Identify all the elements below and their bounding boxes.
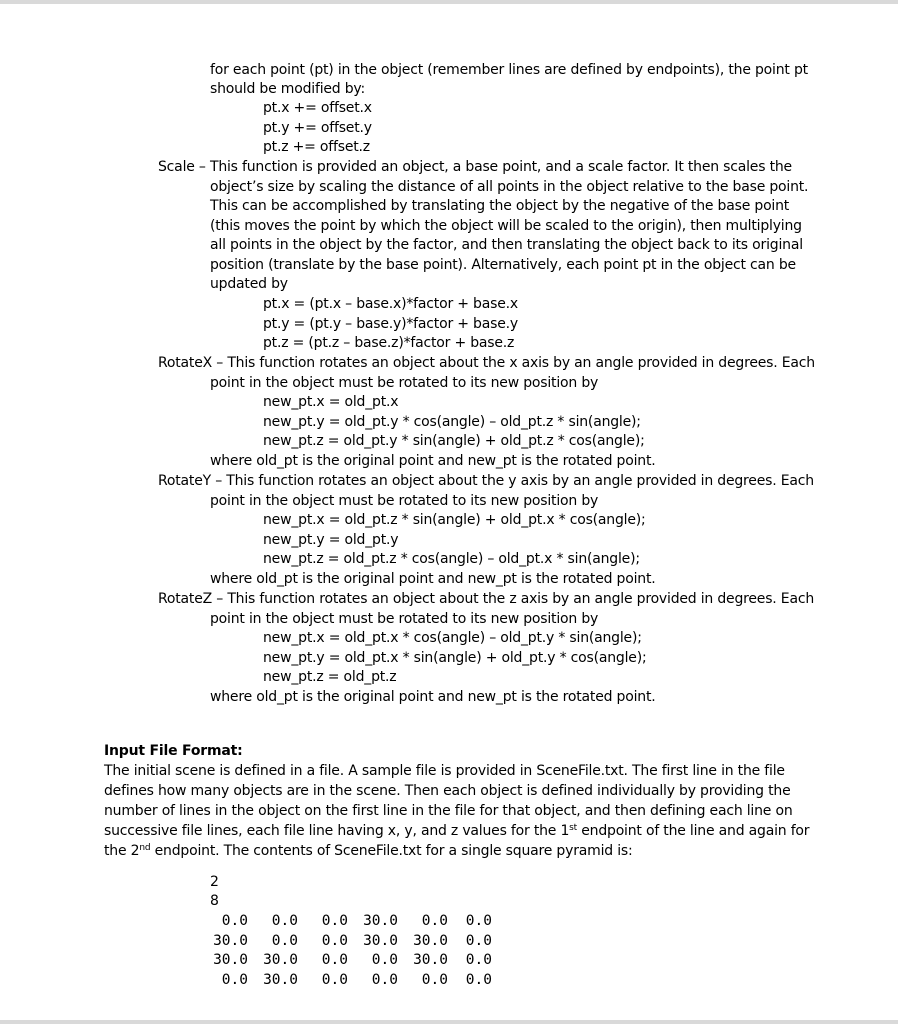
rotatey-description-line: point in the object must be rotated to its new position by xyxy=(210,493,599,509)
code-line: new_pt.y = old_pt.y xyxy=(263,532,399,548)
code-line: pt.z = (pt.z – base.z)*factor + base.z xyxy=(263,335,515,351)
code-line: pt.y = (pt.y – base.y)*factor + base.y xyxy=(263,316,518,332)
rotatez-description-line: point in the object must be rotated to its new position by xyxy=(210,611,599,627)
scene-value: 30.0 xyxy=(263,952,298,969)
scene-value: 0.0 xyxy=(321,972,348,989)
superscript: st xyxy=(569,823,577,833)
scene-value: 0.0 xyxy=(371,972,398,989)
scale-description-lead: Scale – This function is provided an object, a base point, and a scale factor. It then scales the xyxy=(158,159,792,175)
paragraph-line: number of lines in the object on the first line in the file for that object, and then defining each line on xyxy=(104,803,793,819)
paragraph-line xyxy=(104,822,809,841)
code-line: pt.x += offset.x xyxy=(263,100,372,116)
scale-description-line: This can be accomplished by translating the object by the negative of the base point xyxy=(210,198,790,214)
scene-value: 0.0 xyxy=(465,932,492,949)
superscript: nd xyxy=(139,843,151,853)
rotatez-description-lead: RotateZ – This function rotates an object about the z axis by an angle provided in degrees. Each xyxy=(158,591,815,607)
scene-value: 0.0 xyxy=(321,913,348,929)
scene-value: 0.0 xyxy=(221,913,248,929)
code-line: new_pt.z = old_pt.y * sin(angle) + old_pt.z * cos(angle); xyxy=(263,433,645,449)
code-line: new_pt.y = old_pt.y * cos(angle) – old_pt.z * sin(angle); xyxy=(263,414,641,430)
paragraph-line xyxy=(104,842,633,861)
top-border xyxy=(0,0,898,4)
translate-intro-line: for each point (pt) in the object (remember lines are defined by endpoints), the point pt xyxy=(210,62,808,78)
paragraph-line: defines how many objects are in the scene. Then each object is defined individually by providing the xyxy=(104,783,791,799)
scene-value: 30.0 xyxy=(363,932,398,949)
code-line: new_pt.y = old_pt.x * sin(angle) + old_pt.y * cos(angle); xyxy=(263,650,647,666)
scene-value: 30.0 xyxy=(413,952,448,969)
code-line: new_pt.z = old_pt.z * cos(angle) – old_pt.x * sin(angle); xyxy=(263,551,640,567)
scene-value: 0.0 xyxy=(271,932,298,949)
code-line: pt.z += offset.z xyxy=(263,139,370,155)
scene-value: 0.0 xyxy=(465,972,492,989)
scene-value: 0.0 xyxy=(271,913,298,929)
scene-value: 30.0 xyxy=(213,952,248,969)
code-line: new_pt.x = old_pt.z * sin(angle) + old_pt.x * cos(angle); xyxy=(263,512,646,528)
rotatex-where-line: where old_pt is the original point and new_pt is the rotated point. xyxy=(210,453,656,469)
rotatez-where-line: where old_pt is the original point and new_pt is the rotated point. xyxy=(210,689,656,705)
code-line: pt.x = (pt.x – base.x)*factor + base.x xyxy=(263,296,518,312)
text-segment: endpoint of the line and again for xyxy=(576,823,810,839)
rotatex-description-line: point in the object must be rotated to its new position by xyxy=(210,375,599,391)
code-line: pt.y += offset.y xyxy=(263,120,372,136)
code-line: new_pt.x = old_pt.x xyxy=(263,394,399,410)
scene-file-table xyxy=(206,912,492,991)
scene-value: 30.0 xyxy=(413,932,448,949)
text-segment: the 2 xyxy=(104,843,140,859)
paragraph-line: The initial scene is defined in a file. A sample file is provided in SceneFile.txt. The first line in the file xyxy=(104,763,785,779)
scene-row xyxy=(206,932,492,952)
scene-value: 0.0 xyxy=(221,972,248,989)
rotatex-description-lead: RotateX – This function rotates an object about the x axis by an angle provided in degrees. Each xyxy=(158,355,815,371)
scale-description-line: (this moves the point by which the object will be scaled to the origin), then multiplying xyxy=(210,218,802,234)
translate-intro-line: should be modified by: xyxy=(210,81,366,97)
bottom-border xyxy=(0,1020,898,1024)
scale-description-line: position (translate by the base point). Alternatively, each point pt in the object can be xyxy=(210,257,796,273)
text-segment: endpoint. The contents of SceneFile.txt for a single square pyramid is: xyxy=(150,843,633,859)
line-count: 8 xyxy=(210,893,219,909)
section-heading: Input File Format: xyxy=(104,743,243,759)
scale-description-line: object’s size by scaling the distance of all points in the object relative to the base point. xyxy=(210,179,809,195)
text-segment: successive file lines, each file line having x, y, and z values for the 1 xyxy=(104,823,570,839)
scene-value: 30.0 xyxy=(363,913,398,929)
code-line: new_pt.z = old_pt.z xyxy=(263,669,397,685)
scene-value: 0.0 xyxy=(371,952,398,969)
scene-value: 0.0 xyxy=(421,972,448,989)
scene-value: 30.0 xyxy=(213,932,248,949)
scale-description-line: updated by xyxy=(210,276,288,292)
scene-value: 0.0 xyxy=(465,913,492,929)
scene-value: 0.0 xyxy=(321,932,348,949)
scene-value: 0.0 xyxy=(321,952,348,969)
object-count: 2 xyxy=(210,874,219,890)
scene-row xyxy=(206,912,492,932)
rotatey-description-lead: RotateY – This function rotates an object about the y axis by an angle provided in degrees. Each xyxy=(158,473,814,489)
scene-row xyxy=(206,951,492,971)
scene-value: 0.0 xyxy=(421,913,448,929)
rotatey-where-line: where old_pt is the original point and new_pt is the rotated point. xyxy=(210,571,656,587)
scene-value: 0.0 xyxy=(465,952,492,969)
scene-value: 30.0 xyxy=(263,972,298,989)
scale-description-line: all points in the object by the factor, and then translating the object back to its original xyxy=(210,237,803,253)
scene-row xyxy=(206,971,492,991)
code-line: new_pt.x = old_pt.x * cos(angle) – old_pt.y * sin(angle); xyxy=(263,630,642,646)
